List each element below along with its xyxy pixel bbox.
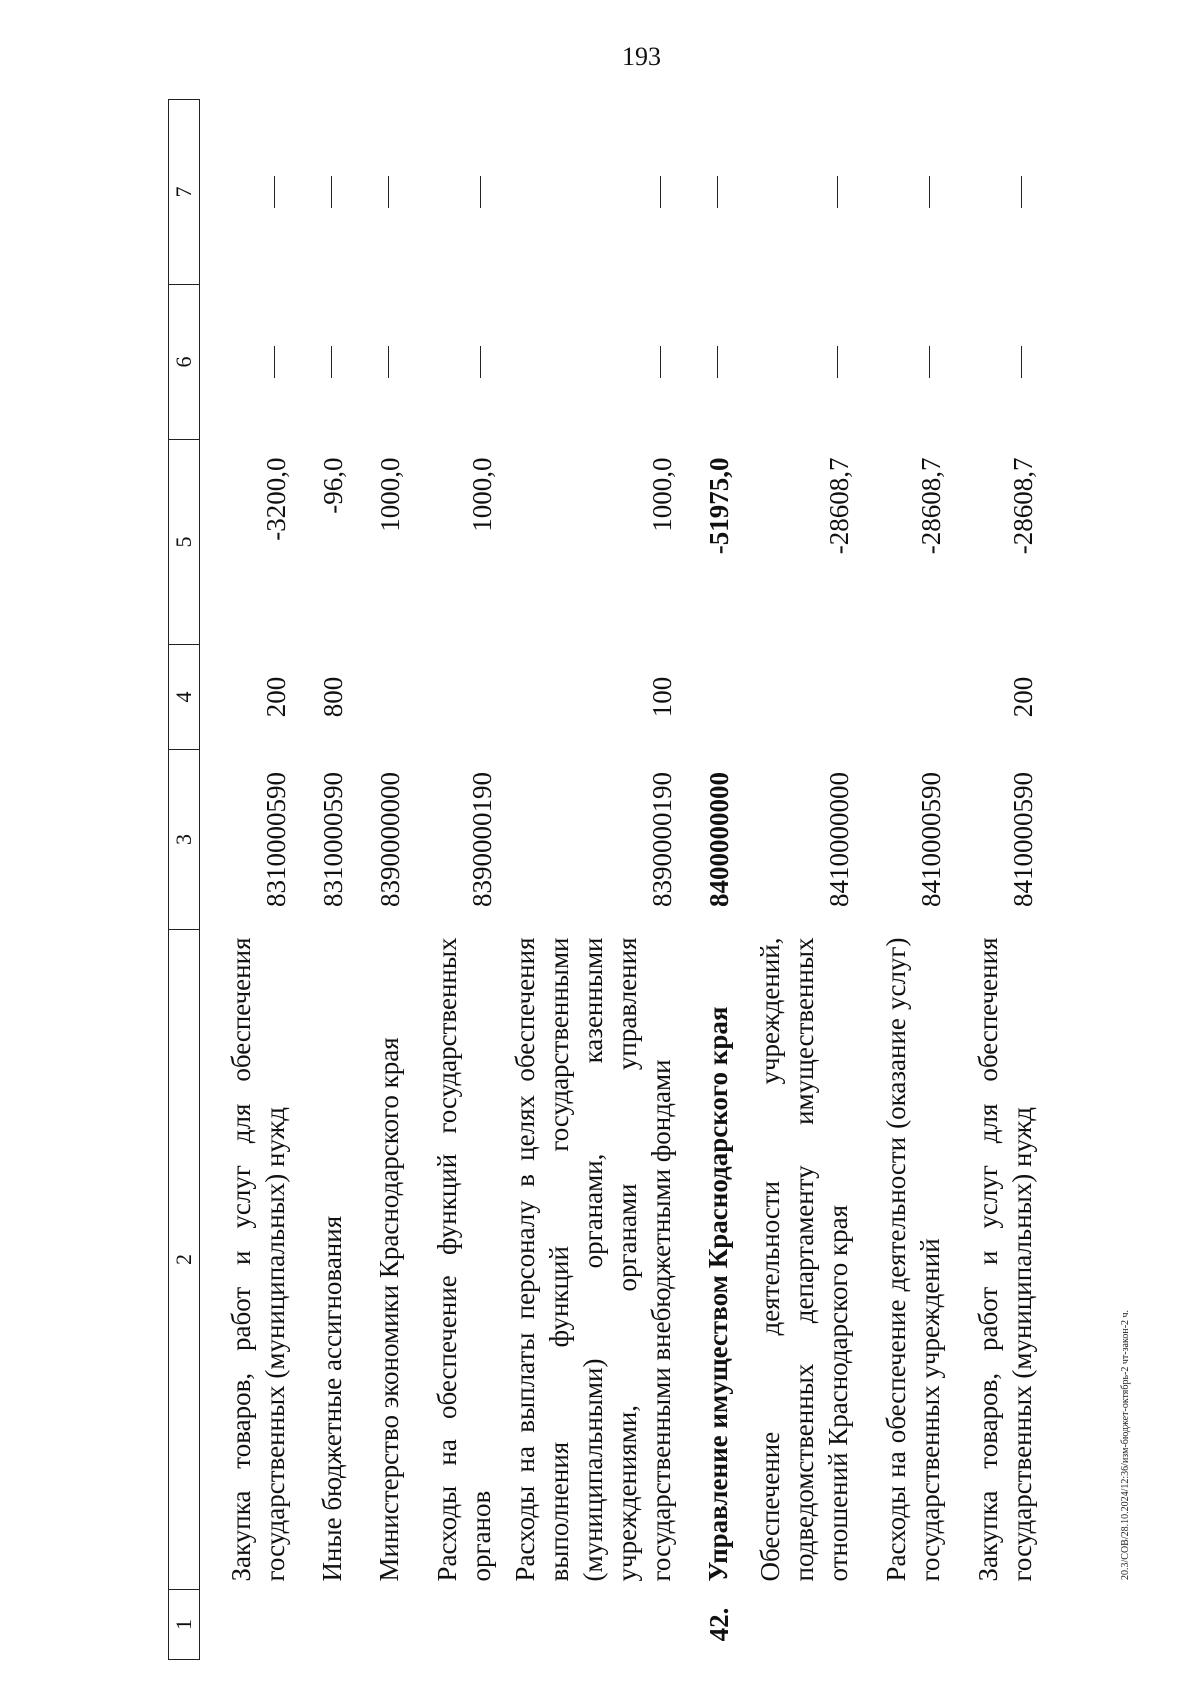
row-number [855,1590,947,1660]
footer-stamp: 20.3/СОВ/28.10.2024/12:36/изм-бюджет-октябрь-2 чт-закон-2 ч. [1120,1309,1131,1580]
row-code: 8390000000 [374,772,405,907]
row-name: Иные бюджетные ассигнования [316,1215,347,1582]
dash-mark [331,176,332,208]
row-sum: -28608,7 [1007,457,1038,555]
row-name: Расходы на выплаты персоналу в целях обеспечения выполнения функций государственными (муниципальными) органами, казенными учреждениями, органами управления государственными внебюджетными фондами [509,937,676,1582]
row-kind: 200 [260,676,291,718]
row-kind [735,645,855,750]
table-body [200,100,1039,1660]
row-kind: 800 [317,676,348,718]
row-name: Министерство экономики Краснодарского края [373,1037,404,1582]
dash-mark [331,346,332,378]
row-sum: -28608,7 [823,457,854,555]
table-row [735,100,855,1660]
row-sum: -28608,7 [915,457,946,555]
table-row [947,100,1039,1660]
row-col7-dash [735,100,855,285]
row-name: Закупка товаров, работ и услуг для обеспечения государственных (муниципальных) нужд [225,937,290,1582]
row-col7-dash [200,100,292,285]
table-header-row [169,100,200,1660]
row-col7-dash [855,100,947,285]
dash-mark [480,346,481,378]
row-number [349,1590,406,1660]
column-header: 5 [169,440,200,645]
row-code: 8390000190 [466,772,497,907]
dash-mark [837,176,838,208]
row-code: 8310000590 [317,772,348,907]
row-code: 8310000590 [260,772,291,907]
row-number [735,1590,855,1660]
table-row [200,100,292,1660]
row-number [498,1590,678,1660]
row-col6-dash [406,285,498,440]
column-header: 6 [169,285,200,440]
row-sum: -51975,0 [703,457,734,555]
dash-mark [929,176,930,208]
row-number [292,1590,349,1660]
row-kind [406,645,498,750]
row-number [406,1590,498,1660]
row-code: 8410000590 [915,772,946,907]
row-col6-dash [678,285,735,440]
row-col7-dash [292,100,349,285]
row-col6-dash [292,285,349,440]
row-col6-dash [735,285,855,440]
column-header: 3 [169,750,200,930]
table-row [855,100,947,1660]
table-row [678,100,735,1660]
row-sum: -96,0 [317,457,348,514]
row-code: 8390000190 [646,772,677,907]
dash-mark [660,346,661,378]
row-name: Расходы на обеспечение функций государственных органов [431,937,496,1582]
table-row [498,100,678,1660]
row-name: Обеспечение деятельности учреждений, подведомственных департаменту имущественных отношений Краснодарского края [754,937,853,1582]
row-col7-dash [406,100,498,285]
dash-mark [274,176,275,208]
row-col7-dash [678,100,735,285]
dash-mark [1021,346,1022,378]
budget-table-sheet [168,100,1200,1660]
dash-mark [660,176,661,208]
row-kind [855,645,947,750]
dash-mark [1021,176,1022,208]
page-number: 193 [622,42,661,71]
table-row [349,100,406,1660]
row-name: Управление имуществом Краснодарского края [702,1006,733,1582]
budget-table [168,99,1039,1660]
table-row [406,100,498,1660]
row-kind [349,645,406,750]
row-code: 8410000590 [1007,772,1038,907]
dash-mark [274,346,275,378]
dash-mark [717,346,718,378]
row-col7-dash [498,100,678,285]
dash-mark [388,176,389,208]
row-col7-dash [349,100,406,285]
row-name: Закупка товаров, работ и услуг для обеспечения государственных (муниципальных) нужд [972,937,1037,1582]
row-sum: 1000,0 [646,457,677,532]
row-col6-dash [947,285,1039,440]
row-number [200,1590,292,1660]
row-sum: -3200,0 [260,457,291,541]
row-col7-dash [947,100,1039,285]
column-header: 1 [169,1590,200,1660]
dash-mark [929,346,930,378]
row-number [947,1590,1039,1660]
row-kind [678,645,735,750]
dash-mark [717,176,718,208]
dash-mark [388,346,389,378]
column-header: 2 [169,930,200,1590]
row-col6-dash [200,285,292,440]
row-name: Расходы на обеспечение деятельности (оказание услуг) государственных учреждений [880,937,945,1582]
row-kind: 100 [646,676,677,718]
dash-mark [480,176,481,208]
row-col6-dash [349,285,406,440]
row-col6-dash [498,285,678,440]
column-header: 4 [169,645,200,750]
row-kind: 200 [1007,676,1038,718]
table-row [292,100,349,1660]
row-code: 8400000000 [703,772,734,907]
row-col6-dash [855,285,947,440]
row-sum: 1000,0 [466,457,497,532]
row-code: 8410000000 [823,772,854,907]
column-header: 7 [169,100,200,285]
row-sum: 1000,0 [374,457,405,532]
row-number: 42. [703,1607,734,1642]
dash-mark [837,346,838,378]
